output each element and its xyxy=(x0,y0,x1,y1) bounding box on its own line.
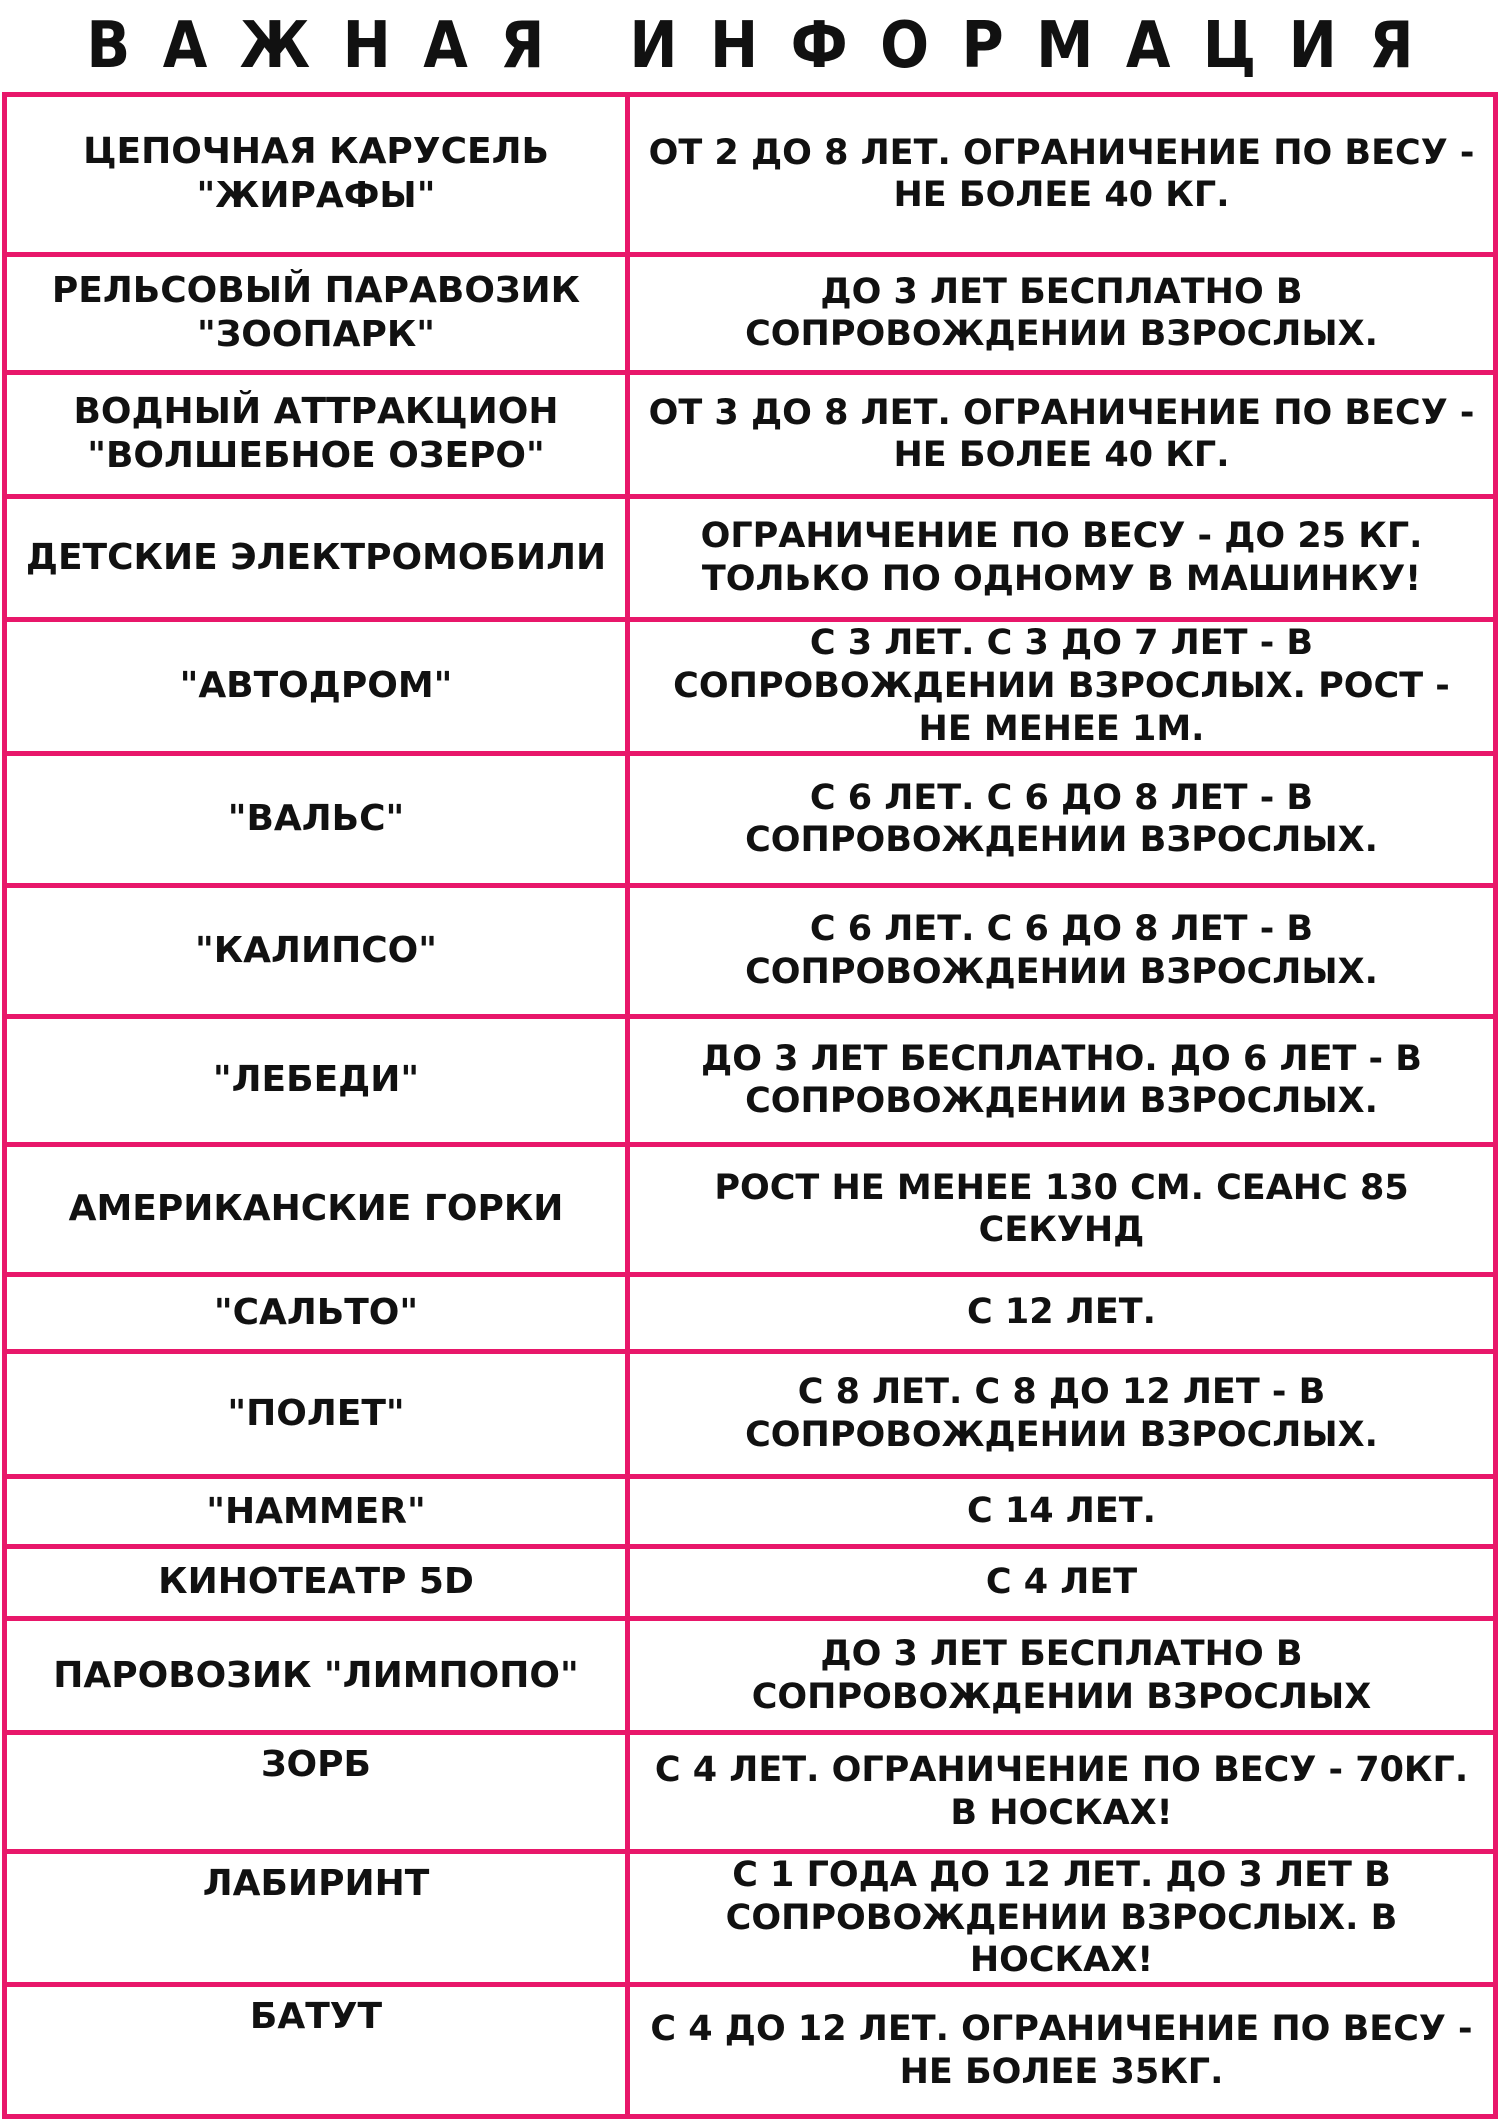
attraction-name: АМЕРИКАНСКИЕ ГОРКИ xyxy=(5,1145,628,1275)
table-row xyxy=(5,1618,1496,1732)
attraction-rule: С 8 ЛЕТ. С 8 ДО 12 ЛЕТ - В СОПРОВОЖДЕНИИ ВЗРОСЛЫХ. xyxy=(628,1351,1496,1476)
attraction-name: БАТУТ xyxy=(5,1985,628,2117)
attraction-rule: С 4 ДО 12 ЛЕТ. ОГРАНИЧЕНИЕ ПО ВЕСУ - НЕ БОЛЕЕ 35КГ. xyxy=(628,1985,1496,2117)
attraction-rule: ОТ 3 ДО 8 ЛЕТ. ОГРАНИЧЕНИЕ ПО ВЕСУ - НЕ БОЛЕЕ 40 КГ. xyxy=(628,373,1496,496)
table-row xyxy=(5,373,1496,496)
table-row xyxy=(5,95,1496,255)
attraction-rule: С 14 ЛЕТ. xyxy=(628,1477,1496,1546)
table-row xyxy=(5,1733,1496,1851)
attraction-name: РЕЛЬСОВЫЙ ПАРАВОЗИК "ЗООПАРК" xyxy=(5,254,628,372)
attraction-name: ЛАБИРИНТ xyxy=(5,1851,628,1985)
attraction-rule: С 4 ЛЕТ. ОГРАНИЧЕНИЕ ПО ВЕСУ - 70КГ. В НОСКАХ! xyxy=(628,1733,1496,1851)
attraction-rule: С 3 ЛЕТ. С 3 ДО 7 ЛЕТ - В СОПРОВОЖДЕНИИ ВЗРОСЛЫХ. РОСТ - НЕ МЕНЕЕ 1М. xyxy=(628,620,1496,754)
attraction-name: "ВАЛЬС" xyxy=(5,753,628,886)
table-row xyxy=(5,886,1496,1017)
table-row xyxy=(5,1145,1496,1275)
attraction-rule: ОГРАНИЧЕНИЕ ПО ВЕСУ - ДО 25 КГ. ТОЛЬКО ПО ОДНОМУ В МАШИНКУ! xyxy=(628,496,1496,619)
table-row xyxy=(5,1274,1496,1351)
table-row xyxy=(5,1985,1496,2117)
attraction-name: ВОДНЫЙ АТТРАКЦИОН "ВОЛШЕБНОЕ ОЗЕРО" xyxy=(5,373,628,496)
table-row xyxy=(5,254,1496,372)
attraction-rule: ОТ 2 ДО 8 ЛЕТ. ОГРАНИЧЕНИЕ ПО ВЕСУ - НЕ БОЛЕЕ 40 КГ. xyxy=(628,95,1496,255)
table-row xyxy=(5,1851,1496,1985)
attraction-name: "ПОЛЕТ" xyxy=(5,1351,628,1476)
page-title: ВАЖНАЯ ИНФОРМАЦИЯ xyxy=(86,9,1446,83)
attraction-name: "АВТОДРОМ" xyxy=(5,620,628,754)
attraction-rule: С 12 ЛЕТ. xyxy=(628,1274,1496,1351)
table-row xyxy=(5,496,1496,619)
table-row xyxy=(5,1477,1496,1546)
attraction-rule: РОСТ НЕ МЕНЕЕ 130 СМ. СЕАНС 85 СЕКУНД xyxy=(628,1145,1496,1275)
attraction-name: ПАРОВОЗИК "ЛИМПОПО" xyxy=(5,1618,628,1732)
attraction-name: "САЛЬТО" xyxy=(5,1274,628,1351)
attraction-name: ЦЕПОЧНАЯ КАРУСЕЛЬ "ЖИРАФЫ" xyxy=(5,95,628,255)
attraction-rule: С 1 ГОДА ДО 12 ЛЕТ. ДО 3 ЛЕТ В СОПРОВОЖДЕНИИ ВЗРОСЛЫХ. В НОСКАХ! xyxy=(628,1851,1496,1985)
attraction-name: КИНОТЕАТР 5D xyxy=(5,1546,628,1618)
table-row xyxy=(5,1016,1496,1145)
attraction-name: "ЛЕБЕДИ" xyxy=(5,1016,628,1145)
table-row xyxy=(5,1351,1496,1476)
attraction-rule: ДО 3 ЛЕТ БЕСПЛАТНО В СОПРОВОЖДЕНИИ ВЗРОСЛЫХ xyxy=(628,1618,1496,1732)
attraction-name: "КАЛИПСО" xyxy=(5,886,628,1017)
attraction-name: ЗОРБ xyxy=(5,1733,628,1851)
table-row xyxy=(5,753,1496,886)
attractions-table xyxy=(2,92,1498,2119)
attraction-name: ДЕТСКИЕ ЭЛЕКТРОМОБИЛИ xyxy=(5,496,628,619)
attraction-rule: С 4 ЛЕТ xyxy=(628,1546,1496,1618)
table-row xyxy=(5,620,1496,754)
attraction-rule: С 6 ЛЕТ. С 6 ДО 8 ЛЕТ - В СОПРОВОЖДЕНИИ ВЗРОСЛЫХ. xyxy=(628,753,1496,886)
attraction-rule: ДО 3 ЛЕТ БЕСПЛАТНО В СОПРОВОЖДЕНИИ ВЗРОСЛЫХ. xyxy=(628,254,1496,372)
attraction-name: "HAMMER" xyxy=(5,1477,628,1546)
attraction-rule: ДО 3 ЛЕТ БЕСПЛАТНО. ДО 6 ЛЕТ - В СОПРОВОЖДЕНИИ ВЗРОСЛЫХ. xyxy=(628,1016,1496,1145)
attraction-rule: С 6 ЛЕТ. С 6 ДО 8 ЛЕТ - В СОПРОВОЖДЕНИИ ВЗРОСЛЫХ. xyxy=(628,886,1496,1017)
table-row xyxy=(5,1546,1496,1618)
